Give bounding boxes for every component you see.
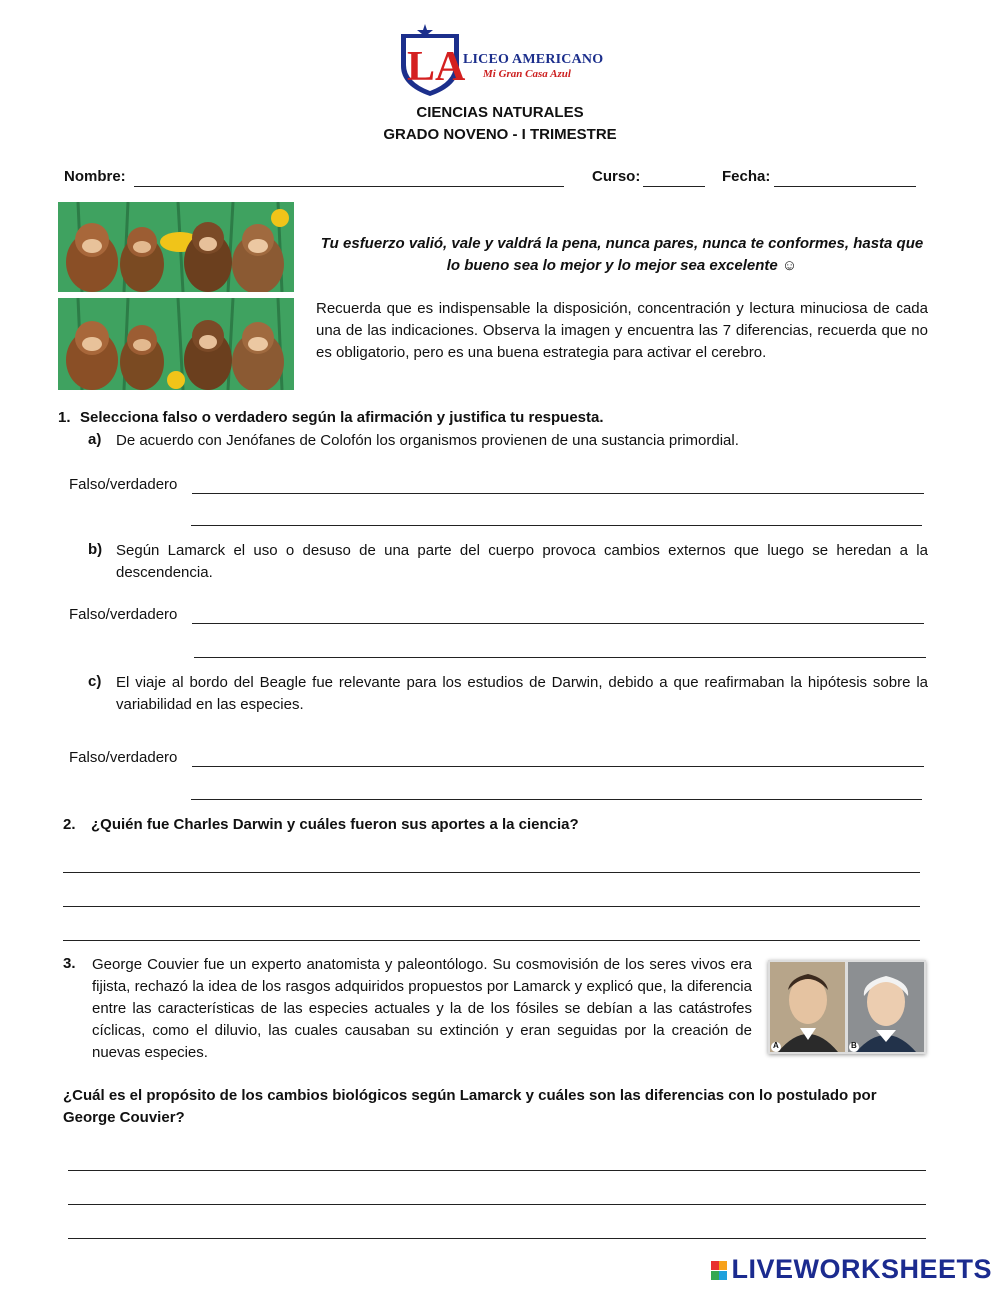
q1a-text: De acuerdo con Jenófanes de Colofón los organismos provienen de una sustancia primordial. — [116, 432, 739, 449]
q2-number: 2. — [63, 816, 76, 833]
portrait-a-label: A — [773, 1041, 779, 1050]
q3-question: ¿Cuál es el propósito de los cambios biológicos según Lamarck y cuáles son las diferencias con lo postulado por George Couvier? — [63, 1087, 877, 1126]
q3-answer-line-1[interactable] — [68, 1170, 926, 1171]
course-label: Curso: — [592, 168, 641, 185]
q3-answer-line-2[interactable] — [68, 1204, 926, 1205]
course-field[interactable] — [643, 186, 705, 187]
portraits-image — [768, 960, 926, 1054]
q1c-letter: c) — [88, 673, 102, 690]
logo-block-red — [711, 1261, 727, 1270]
q1a-justify-line[interactable] — [191, 525, 922, 526]
q1b-answer-label: Falso/verdadero — [69, 606, 178, 623]
name-field[interactable] — [134, 186, 564, 187]
date-field[interactable] — [774, 186, 916, 187]
q1a-answer-line[interactable] — [192, 493, 924, 494]
q1-number: 1. — [58, 409, 71, 426]
q3-answer-line-3[interactable] — [68, 1238, 926, 1239]
q1b-justify-line[interactable] — [194, 657, 926, 658]
name-label: Nombre: — [64, 168, 126, 185]
q2-answer-line-1[interactable] — [63, 872, 920, 873]
q1b-text: Según Lamarck el uso o desuso de una parte del cuerpo provoca cambios externos que luego se heredan a la descendencia. — [116, 542, 928, 581]
q2-title: ¿Quién fue Charles Darwin y cuáles fueron sus aportes a la ciencia? — [91, 816, 579, 833]
liveworksheets-brand — [711, 1254, 992, 1285]
q1c-text: El viaje al bordo del Beagle fue relevante para los estudios de Darwin, debido a que reafirmaban la hipótesis sobre la variabilidad en las especies. — [116, 674, 928, 713]
logo-block-orange — [711, 1271, 727, 1280]
portrait-b-label: B — [851, 1041, 857, 1050]
q1b-letter: b) — [88, 541, 103, 558]
instructions-text: Recuerda que es indispensable la disposición, concentración y lectura minuciosa de cada una de las indicaciones. Observa la imagen y encuentra las 7 diferencias, recuerda que no es obligatorio, pero es una buena estrategia para activar el cerebro. — [316, 300, 928, 361]
q2-answer-line-2[interactable] — [63, 906, 920, 907]
q1-title: Selecciona falso o verdadero según la afirmación y justifica tu respuesta. — [80, 409, 604, 426]
q2-answer-line-3[interactable] — [63, 940, 920, 941]
monkeys-image-bottom — [58, 298, 294, 390]
portraits-drawing — [768, 960, 926, 1054]
q1c-answer-line[interactable] — [192, 766, 924, 767]
q3-text: George Couvier fue un experto anatomista y paleontólogo. Su cosmovisión de los seres vivos era fijista, rechazó la idea de los rasgos adquiridos propuestos por Lamarck y explicó que, la diferencia entre las características de las especies actuales y la de los fósiles se debían a las catástrofes cíclicas, como el diluvio, las cuales causaban su extinción y eran seguidas por la creación de nuevas especies. — [92, 956, 752, 1061]
logo-title: LICEO AMERICANO — [463, 52, 604, 67]
subject-title: CIENCIAS NATURALES — [416, 104, 584, 121]
q3-number: 3. — [63, 955, 76, 972]
q1a-letter: a) — [88, 431, 102, 448]
svg-text:LA: LA — [407, 44, 466, 90]
liveworksheets-text: LIVEWORKSHEETS — [731, 1254, 992, 1284]
q1c-justify-line[interactable] — [191, 799, 922, 800]
motivation-text: Tu esfuerzo valió, vale y valdrá la pena, nunca pares, nunca te conformes, hasta que lo bueno sea lo mejor y lo mejor sea excelente ☺ — [320, 235, 924, 274]
grade-title: GRADO NOVENO - I TRIMESTRE — [383, 126, 617, 143]
monkeys-image-top — [58, 202, 294, 292]
q1a-answer-label: Falso/verdadero — [69, 476, 178, 493]
liveworksheets-logo-icon — [711, 1261, 727, 1281]
logo-subtitle: Mi Gran Casa Azul — [483, 68, 571, 80]
date-label: Fecha: — [722, 168, 771, 185]
q1b-answer-line[interactable] — [192, 623, 924, 624]
q1c-answer-label: Falso/verdadero — [69, 749, 178, 766]
school-logo — [395, 22, 610, 98]
